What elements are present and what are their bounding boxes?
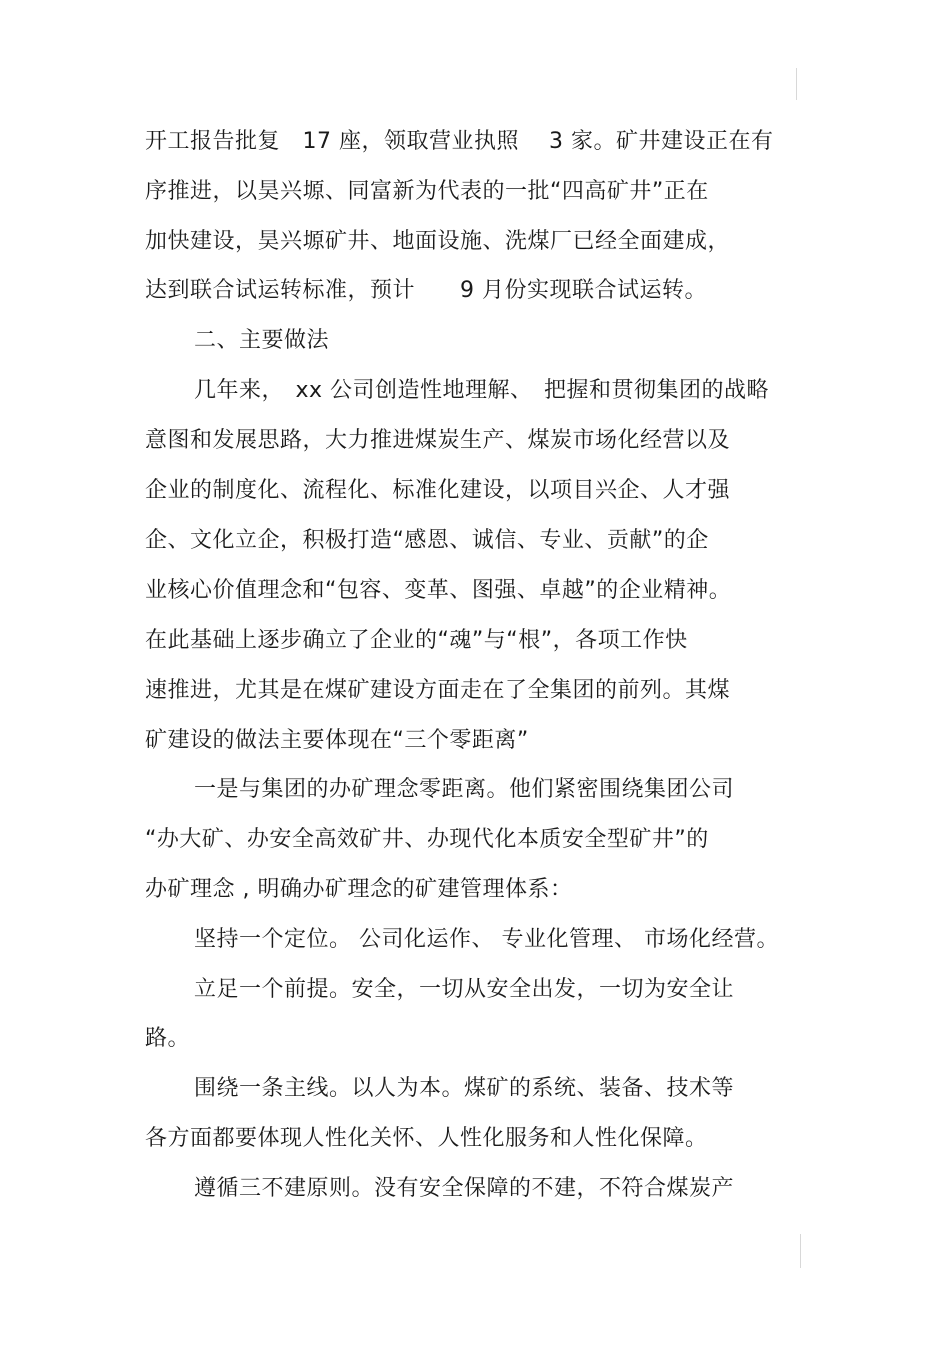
paragraph-start-line: 一是与集团的办矿理念零距离。他们紧密围绕集团公司	[194, 777, 735, 802]
text-line: “办大矿、办安全高效矿井、办现代化本质安全型矿井”的	[145, 827, 709, 852]
text-line: 开工报告批复 17 座，领取营业执照 3 家。矿井建设正在有	[145, 129, 774, 154]
text-line: 意图和发展思路，大力推进煤炭生产、煤炭市场化经营以及	[145, 428, 731, 453]
paragraph-start-line: 二、主要做法	[194, 328, 330, 353]
text-line: 矿建设的做法主要体现在“三个零距离”	[145, 728, 529, 753]
text-line: 加快建设，昊兴塬矿井、地面设施、洗煤厂已经全面建成，	[145, 229, 731, 254]
page-corner-mark-top	[796, 68, 797, 100]
text-line: 企业的制度化、流程化、标准化建设，以项目兴企、人才强	[145, 478, 731, 503]
paragraph-start-line: 围绕一条主线。以人为本。煤矿的系统、装备、技术等	[194, 1076, 735, 1101]
text-line: 达到联合试运转标准，预计 9 月份实现联合试运转。	[145, 278, 707, 303]
paragraph-start-line: 几年来， xx 公司创造性地理解、 把握和贯彻集团的战略	[194, 378, 770, 403]
text-line: 办矿理念 , 明确办矿理念的矿建管理体系：	[145, 877, 573, 902]
text-line: 路。	[145, 1026, 191, 1051]
paragraph-start-line: 坚持一个定位。 公司化运作、 专业化管理、 市场化经营。	[194, 927, 779, 952]
text-line: 业核心价值理念和“包容、变革、图强、卓越”的企业精神。	[145, 578, 732, 603]
page-corner-mark-bottom	[800, 1234, 801, 1268]
text-line: 企、文化立企，积极打造“感恩、诚信、专业、贡献”的企	[145, 528, 709, 553]
paragraph-start-line: 遵循三不建原则。没有安全保障的不建，不符合煤炭产	[194, 1176, 735, 1201]
text-line: 在此基础上逐步确立了企业的“魂”与“根”，各项工作快	[145, 628, 688, 653]
text-line: 序推进，以昊兴塬、同富新为代表的一批“四高矿井”正在	[145, 179, 709, 204]
paragraph-start-line: 立足一个前提。安全，一切从安全出发，一切为安全让	[194, 977, 735, 1002]
text-line: 各方面都要体现人性化关怀、人性化服务和人性化保障。	[145, 1126, 708, 1151]
text-line: 速推进，尤其是在煤矿建设方面走在了全集团的前列。其煤	[145, 678, 731, 703]
